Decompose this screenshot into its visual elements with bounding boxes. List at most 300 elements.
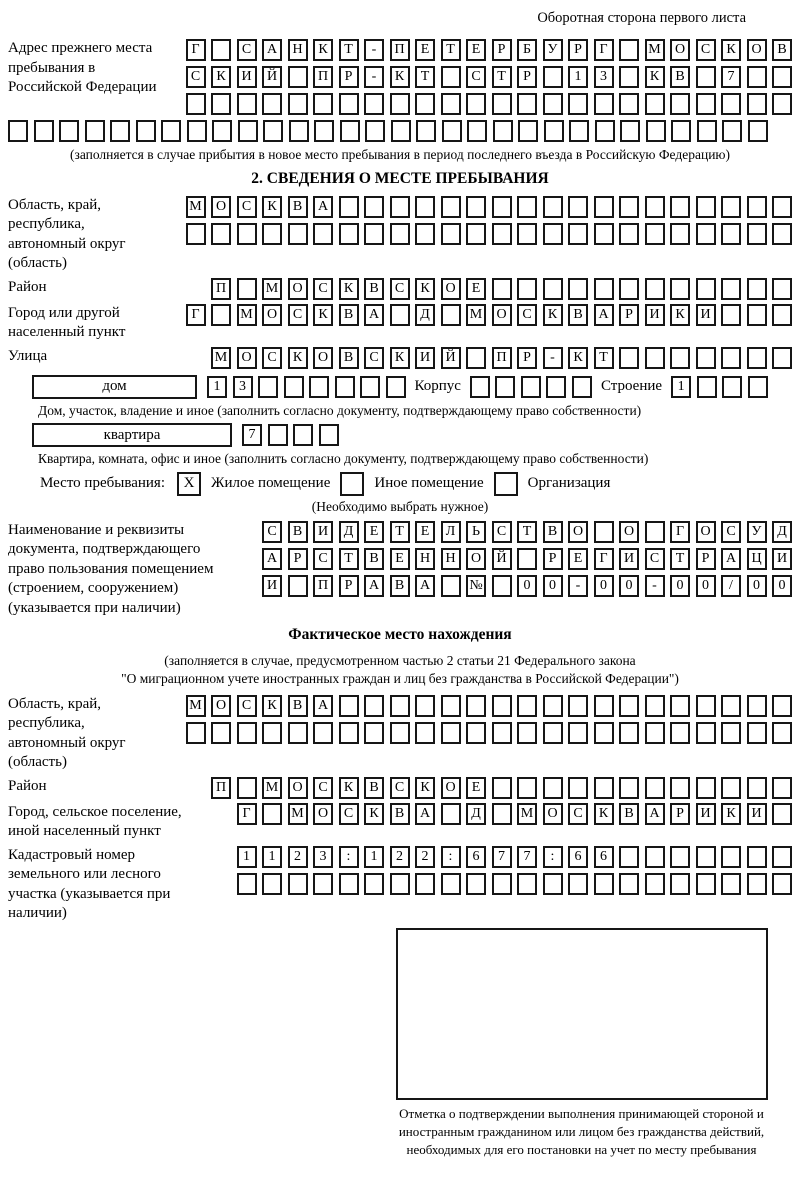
char-box[interactable] [568, 223, 588, 245]
char-box[interactable]: В [390, 803, 410, 825]
char-box[interactable] [619, 39, 639, 61]
char-box[interactable] [670, 722, 690, 744]
char-box[interactable] [386, 376, 406, 398]
char-box[interactable] [441, 575, 461, 597]
char-box[interactable]: А [313, 695, 333, 717]
char-box[interactable]: О [696, 521, 716, 543]
char-box[interactable] [339, 695, 359, 717]
char-box[interactable]: 0 [517, 575, 537, 597]
char-box[interactable] [595, 120, 615, 142]
char-box[interactable]: 1 [364, 846, 384, 868]
char-box[interactable] [772, 304, 792, 326]
char-box[interactable]: П [313, 66, 333, 88]
char-box[interactable] [390, 695, 410, 717]
char-box[interactable] [619, 695, 639, 717]
char-box[interactable]: Н [288, 39, 308, 61]
char-box[interactable] [721, 873, 741, 895]
char-box[interactable]: К [339, 777, 359, 799]
char-box[interactable] [748, 376, 768, 398]
char-box[interactable] [671, 120, 691, 142]
char-box[interactable]: С [288, 304, 308, 326]
char-box[interactable] [568, 777, 588, 799]
char-box[interactable] [619, 223, 639, 245]
char-box[interactable] [466, 196, 486, 218]
char-box[interactable] [59, 120, 79, 142]
char-box[interactable]: В [364, 777, 384, 799]
char-box[interactable] [543, 873, 563, 895]
char-box[interactable] [721, 196, 741, 218]
char-box[interactable] [696, 777, 716, 799]
char-box[interactable] [645, 278, 665, 300]
char-box[interactable]: О [466, 548, 486, 570]
char-box[interactable]: 6 [594, 846, 614, 868]
checkbox-zhiloe[interactable]: X [177, 472, 201, 496]
char-box[interactable]: Д [415, 304, 435, 326]
char-box[interactable]: Р [517, 66, 537, 88]
char-box[interactable] [313, 722, 333, 744]
char-box[interactable] [772, 278, 792, 300]
char-box[interactable] [619, 722, 639, 744]
char-box[interactable] [288, 93, 308, 115]
char-box[interactable] [364, 223, 384, 245]
char-box[interactable] [772, 93, 792, 115]
char-box[interactable] [594, 196, 614, 218]
char-box[interactable] [262, 223, 282, 245]
char-box[interactable] [568, 873, 588, 895]
char-box[interactable] [543, 223, 563, 245]
char-box[interactable] [466, 223, 486, 245]
char-box[interactable] [645, 722, 665, 744]
char-box[interactable] [696, 873, 716, 895]
char-box[interactable]: - [568, 575, 588, 597]
char-box[interactable]: Т [670, 548, 690, 570]
char-box[interactable] [517, 278, 537, 300]
char-box[interactable]: - [364, 39, 384, 61]
char-box[interactable]: К [543, 304, 563, 326]
char-box[interactable] [594, 521, 614, 543]
char-box[interactable] [697, 120, 717, 142]
char-box[interactable] [442, 120, 462, 142]
char-box[interactable] [722, 376, 742, 398]
char-box[interactable] [619, 66, 639, 88]
char-box[interactable]: В [339, 304, 359, 326]
char-box[interactable]: О [492, 304, 512, 326]
char-box[interactable] [546, 376, 566, 398]
char-box[interactable]: 0 [594, 575, 614, 597]
char-box[interactable]: Е [568, 548, 588, 570]
char-box[interactable] [696, 223, 716, 245]
char-box[interactable]: С [313, 777, 333, 799]
char-box[interactable]: Р [339, 66, 359, 88]
char-box[interactable] [237, 873, 257, 895]
char-box[interactable]: Р [670, 803, 690, 825]
char-box[interactable] [645, 347, 665, 369]
char-box[interactable]: Е [466, 39, 486, 61]
char-box[interactable]: Т [441, 39, 461, 61]
char-box[interactable]: М [262, 777, 282, 799]
char-box[interactable]: Р [288, 548, 308, 570]
char-box[interactable] [568, 93, 588, 115]
char-box[interactable] [441, 304, 461, 326]
char-box[interactable] [441, 66, 461, 88]
char-box[interactable] [289, 120, 309, 142]
char-box[interactable] [645, 196, 665, 218]
char-box[interactable]: В [364, 278, 384, 300]
char-box[interactable] [619, 777, 639, 799]
char-box[interactable]: 1 [262, 846, 282, 868]
char-box[interactable] [364, 196, 384, 218]
char-box[interactable] [466, 873, 486, 895]
char-box[interactable]: К [721, 39, 741, 61]
char-box[interactable] [721, 278, 741, 300]
char-box[interactable] [543, 722, 563, 744]
char-box[interactable] [772, 722, 792, 744]
char-box[interactable]: А [415, 575, 435, 597]
char-box[interactable] [772, 695, 792, 717]
char-box[interactable] [161, 120, 181, 142]
char-box[interactable]: С [262, 347, 282, 369]
char-box[interactable]: 0 [543, 575, 563, 597]
char-box[interactable] [772, 347, 792, 369]
char-box[interactable]: 3 [233, 376, 253, 398]
char-box[interactable]: У [747, 521, 767, 543]
char-box[interactable] [748, 120, 768, 142]
char-box[interactable]: О [441, 278, 461, 300]
char-box[interactable] [696, 66, 716, 88]
char-box[interactable]: С [390, 278, 410, 300]
char-box[interactable] [492, 695, 512, 717]
char-box[interactable] [721, 722, 741, 744]
char-box[interactable] [34, 120, 54, 142]
char-box[interactable] [415, 196, 435, 218]
char-box[interactable] [493, 120, 513, 142]
char-box[interactable]: В [288, 196, 308, 218]
char-box[interactable]: Д [772, 521, 792, 543]
char-box[interactable] [238, 120, 258, 142]
char-box[interactable]: 0 [747, 575, 767, 597]
char-box[interactable] [293, 424, 313, 446]
char-box[interactable] [620, 120, 640, 142]
char-box[interactable]: К [721, 803, 741, 825]
char-box[interactable]: О [441, 777, 461, 799]
char-box[interactable]: С [492, 521, 512, 543]
char-box[interactable]: / [721, 575, 741, 597]
char-box[interactable]: К [288, 347, 308, 369]
char-box[interactable] [568, 278, 588, 300]
char-box[interactable]: 6 [466, 846, 486, 868]
char-box[interactable] [670, 695, 690, 717]
char-box[interactable] [747, 722, 767, 744]
char-box[interactable]: С [721, 521, 741, 543]
char-box[interactable] [747, 278, 767, 300]
char-box[interactable]: С [364, 347, 384, 369]
char-box[interactable] [747, 93, 767, 115]
char-box[interactable] [619, 278, 639, 300]
char-box[interactable]: 0 [670, 575, 690, 597]
char-box[interactable]: Г [670, 521, 690, 543]
char-box[interactable]: Е [415, 521, 435, 543]
char-box[interactable]: М [517, 803, 537, 825]
char-box[interactable] [594, 223, 614, 245]
char-box[interactable]: И [696, 803, 716, 825]
char-box[interactable] [186, 223, 206, 245]
char-box[interactable] [314, 120, 334, 142]
char-box[interactable]: 1 [237, 846, 257, 868]
char-box[interactable]: Ц [747, 548, 767, 570]
char-box[interactable] [772, 777, 792, 799]
char-box[interactable] [263, 120, 283, 142]
char-box[interactable] [747, 304, 767, 326]
char-box[interactable] [696, 347, 716, 369]
char-box[interactable]: О [211, 695, 231, 717]
char-box[interactable] [495, 376, 515, 398]
char-box[interactable]: В [288, 521, 308, 543]
char-box[interactable] [237, 722, 257, 744]
char-box[interactable]: Д [339, 521, 359, 543]
char-box[interactable] [747, 695, 767, 717]
char-box[interactable]: Б [517, 39, 537, 61]
char-box[interactable]: 2 [390, 846, 410, 868]
char-box[interactable] [136, 120, 156, 142]
char-box[interactable]: К [594, 803, 614, 825]
char-box[interactable] [747, 196, 767, 218]
char-box[interactable] [339, 196, 359, 218]
char-box[interactable]: С [390, 777, 410, 799]
char-box[interactable] [645, 846, 665, 868]
char-box[interactable]: В [670, 66, 690, 88]
char-box[interactable]: С [237, 39, 257, 61]
char-box[interactable]: А [721, 548, 741, 570]
char-box[interactable]: О [313, 347, 333, 369]
char-box[interactable] [772, 846, 792, 868]
char-box[interactable] [594, 722, 614, 744]
char-box[interactable] [187, 120, 207, 142]
char-box[interactable]: С [696, 39, 716, 61]
char-box[interactable]: В [568, 304, 588, 326]
char-box[interactable]: О [619, 521, 639, 543]
char-box[interactable]: А [262, 548, 282, 570]
char-box[interactable]: - [645, 575, 665, 597]
char-box[interactable]: Т [415, 66, 435, 88]
char-box[interactable]: Е [364, 521, 384, 543]
char-box[interactable] [211, 223, 231, 245]
char-box[interactable] [772, 873, 792, 895]
char-box[interactable]: С [313, 548, 333, 570]
char-box[interactable] [517, 722, 537, 744]
char-box[interactable] [313, 223, 333, 245]
char-box[interactable] [670, 777, 690, 799]
char-box[interactable] [645, 223, 665, 245]
char-box[interactable]: П [211, 278, 231, 300]
char-box[interactable] [364, 873, 384, 895]
char-box[interactable]: И [313, 521, 333, 543]
char-box[interactable] [521, 376, 541, 398]
char-box[interactable] [492, 803, 512, 825]
char-box[interactable] [721, 777, 741, 799]
char-box[interactable]: К [415, 278, 435, 300]
char-box[interactable]: П [492, 347, 512, 369]
char-box[interactable] [670, 278, 690, 300]
char-box[interactable]: А [313, 196, 333, 218]
char-box[interactable]: О [313, 803, 333, 825]
char-box[interactable]: Е [466, 777, 486, 799]
char-box[interactable] [466, 722, 486, 744]
char-box[interactable]: С [645, 548, 665, 570]
char-box[interactable]: Й [262, 66, 282, 88]
char-box[interactable]: К [670, 304, 690, 326]
char-box[interactable]: К [390, 347, 410, 369]
char-box[interactable]: В [339, 347, 359, 369]
char-box[interactable] [466, 695, 486, 717]
char-box[interactable]: К [313, 39, 333, 61]
char-box[interactable]: Р [492, 39, 512, 61]
char-box[interactable]: Г [237, 803, 257, 825]
char-box[interactable] [572, 376, 592, 398]
char-box[interactable] [619, 196, 639, 218]
char-box[interactable]: С [237, 695, 257, 717]
char-box[interactable]: 0 [772, 575, 792, 597]
char-box[interactable] [721, 223, 741, 245]
char-box[interactable]: В [772, 39, 792, 61]
char-box[interactable]: 2 [288, 846, 308, 868]
char-box[interactable]: : [339, 846, 359, 868]
char-box[interactable]: С [313, 278, 333, 300]
char-box[interactable]: К [313, 304, 333, 326]
char-box[interactable] [390, 873, 410, 895]
char-box[interactable] [441, 722, 461, 744]
char-box[interactable] [288, 223, 308, 245]
char-box[interactable]: В [288, 695, 308, 717]
char-box[interactable]: 0 [619, 575, 639, 597]
char-box[interactable] [360, 376, 380, 398]
char-box[interactable] [747, 873, 767, 895]
char-box[interactable]: О [543, 803, 563, 825]
char-box[interactable] [721, 304, 741, 326]
char-box[interactable] [364, 722, 384, 744]
char-box[interactable] [517, 777, 537, 799]
char-box[interactable] [364, 695, 384, 717]
char-box[interactable]: И [696, 304, 716, 326]
char-box[interactable] [670, 347, 690, 369]
char-box[interactable]: Р [339, 575, 359, 597]
char-box[interactable] [110, 120, 130, 142]
char-box[interactable]: № [466, 575, 486, 597]
char-box[interactable] [415, 93, 435, 115]
char-box[interactable] [309, 376, 329, 398]
char-box[interactable]: С [517, 304, 537, 326]
char-box[interactable]: Н [441, 548, 461, 570]
char-box[interactable] [492, 278, 512, 300]
char-box[interactable] [722, 120, 742, 142]
char-box[interactable] [696, 278, 716, 300]
char-box[interactable]: Е [466, 278, 486, 300]
char-box[interactable]: Р [568, 39, 588, 61]
char-box[interactable] [390, 93, 410, 115]
char-box[interactable]: Й [441, 347, 461, 369]
char-box[interactable] [339, 873, 359, 895]
char-box[interactable] [492, 93, 512, 115]
char-box[interactable] [772, 223, 792, 245]
char-box[interactable] [747, 846, 767, 868]
char-box[interactable] [340, 120, 360, 142]
char-box[interactable]: 2 [415, 846, 435, 868]
checkbox-inoe[interactable] [340, 472, 364, 496]
char-box[interactable]: Ь [466, 521, 486, 543]
char-box[interactable]: Т [390, 521, 410, 543]
char-box[interactable] [544, 120, 564, 142]
char-box[interactable]: Й [492, 548, 512, 570]
char-box[interactable] [697, 376, 717, 398]
char-box[interactable]: 7 [517, 846, 537, 868]
char-box[interactable]: О [262, 304, 282, 326]
char-box[interactable] [268, 424, 288, 446]
char-box[interactable] [492, 777, 512, 799]
char-box[interactable]: О [211, 196, 231, 218]
char-box[interactable]: П [313, 575, 333, 597]
char-box[interactable]: С [568, 803, 588, 825]
char-box[interactable]: М [211, 347, 231, 369]
char-box[interactable] [517, 223, 537, 245]
char-box[interactable]: 3 [594, 66, 614, 88]
char-box[interactable]: И [772, 548, 792, 570]
char-box[interactable]: М [237, 304, 257, 326]
char-box[interactable]: 1 [671, 376, 691, 398]
char-box[interactable]: И [645, 304, 665, 326]
char-box[interactable]: К [364, 803, 384, 825]
char-box[interactable]: 7 [242, 424, 262, 446]
char-box[interactable]: Т [339, 39, 359, 61]
char-box[interactable] [696, 722, 716, 744]
char-box[interactable] [747, 777, 767, 799]
char-box[interactable] [721, 846, 741, 868]
char-box[interactable] [772, 803, 792, 825]
char-box[interactable]: 1 [207, 376, 227, 398]
char-box[interactable] [390, 304, 410, 326]
char-box[interactable]: Г [594, 39, 614, 61]
char-box[interactable] [390, 722, 410, 744]
char-box[interactable] [543, 278, 563, 300]
char-box[interactable] [517, 196, 537, 218]
char-box[interactable]: Д [466, 803, 486, 825]
char-box[interactable]: 3 [313, 846, 333, 868]
char-box[interactable] [262, 873, 282, 895]
char-box[interactable]: В [390, 575, 410, 597]
char-box[interactable] [211, 304, 231, 326]
char-box[interactable] [284, 376, 304, 398]
char-box[interactable]: И [237, 66, 257, 88]
char-box[interactable] [594, 777, 614, 799]
char-box[interactable]: И [415, 347, 435, 369]
checkbox-organizaciya[interactable] [494, 472, 518, 496]
char-box[interactable]: И [619, 548, 639, 570]
char-box[interactable] [288, 575, 308, 597]
char-box[interactable] [211, 39, 231, 61]
char-box[interactable] [670, 873, 690, 895]
char-box[interactable]: С [262, 521, 282, 543]
char-box[interactable] [390, 196, 410, 218]
char-box[interactable]: В [543, 521, 563, 543]
char-box[interactable] [211, 722, 231, 744]
char-box[interactable]: К [262, 695, 282, 717]
char-box[interactable] [543, 777, 563, 799]
char-box[interactable]: Р [543, 548, 563, 570]
char-box[interactable] [211, 93, 231, 115]
char-box[interactable] [619, 873, 639, 895]
char-box[interactable] [288, 873, 308, 895]
char-box[interactable] [518, 120, 538, 142]
char-box[interactable] [772, 196, 792, 218]
char-box[interactable] [492, 196, 512, 218]
